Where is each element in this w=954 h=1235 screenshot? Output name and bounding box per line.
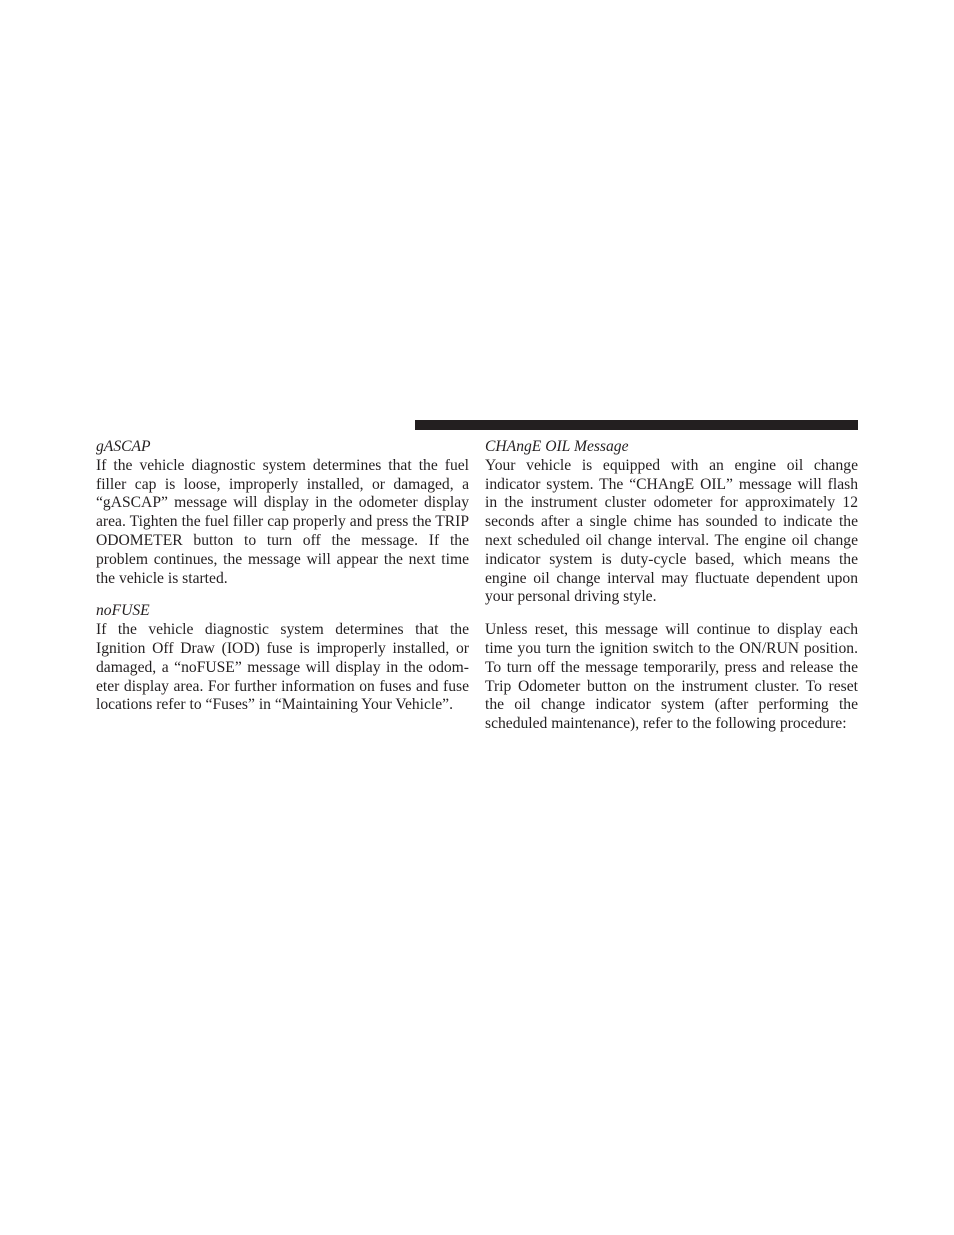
- gascap-section: [96, 438, 469, 588]
- nofuse-section: [96, 602, 469, 715]
- change-oil-paragraph-2: Unless reset, this message will continue to display each time you turn the ignition switch to the ON/RUN position. To turn off the message temporarily, press and release the Trip Odometer button on the instrument cluster. To reset the oil change indicator system (after performing the scheduled maintenance), refer to the following procedure:: [485, 621, 858, 733]
- right-column: [485, 438, 858, 748]
- nofuse-paragraph: If the vehicle diagnostic system determines that the Ignition Off Draw (IOD) fuse is improperly installed, or damaged, a “noFUSE” message will display in the odom-eter display area. For further information on fuses and fuse locations refer to “Fuses” in “Maintaining Your Vehicle”.: [96, 621, 469, 714]
- change-oil-paragraph-1: Your vehicle is equipped with an engine oil change indicator system. The “CHAngE OIL” message will flash in the instrument cluster odometer for approximately 12 seconds after a single chime has sounded to indicate the next scheduled oil change interval. The engine oil change indicator system is duty-cycle based, which means the engine oil change interval may fluctuate dependent upon your personal driving style.: [485, 456, 858, 606]
- nofuse-heading: noFUSE: [96, 602, 150, 620]
- change-oil-section: [485, 438, 858, 734]
- left-column: [96, 438, 469, 729]
- gascap-paragraph: If the vehicle diagnostic system determines that the fuel filler cap is loose, improperly installed, or damaged, a “gASCAP” message will display in the odometer display area. Tighten the fuel filler cap properly and press the TRIP ODOMETER button to turn off the message. If the problem continues, the message will appear the next time the vehicle is started.: [96, 456, 469, 587]
- section-header-bar: [415, 420, 858, 430]
- gascap-heading: gASCAP: [96, 438, 151, 455]
- change-oil-heading: CHAngE OIL Message: [485, 438, 629, 455]
